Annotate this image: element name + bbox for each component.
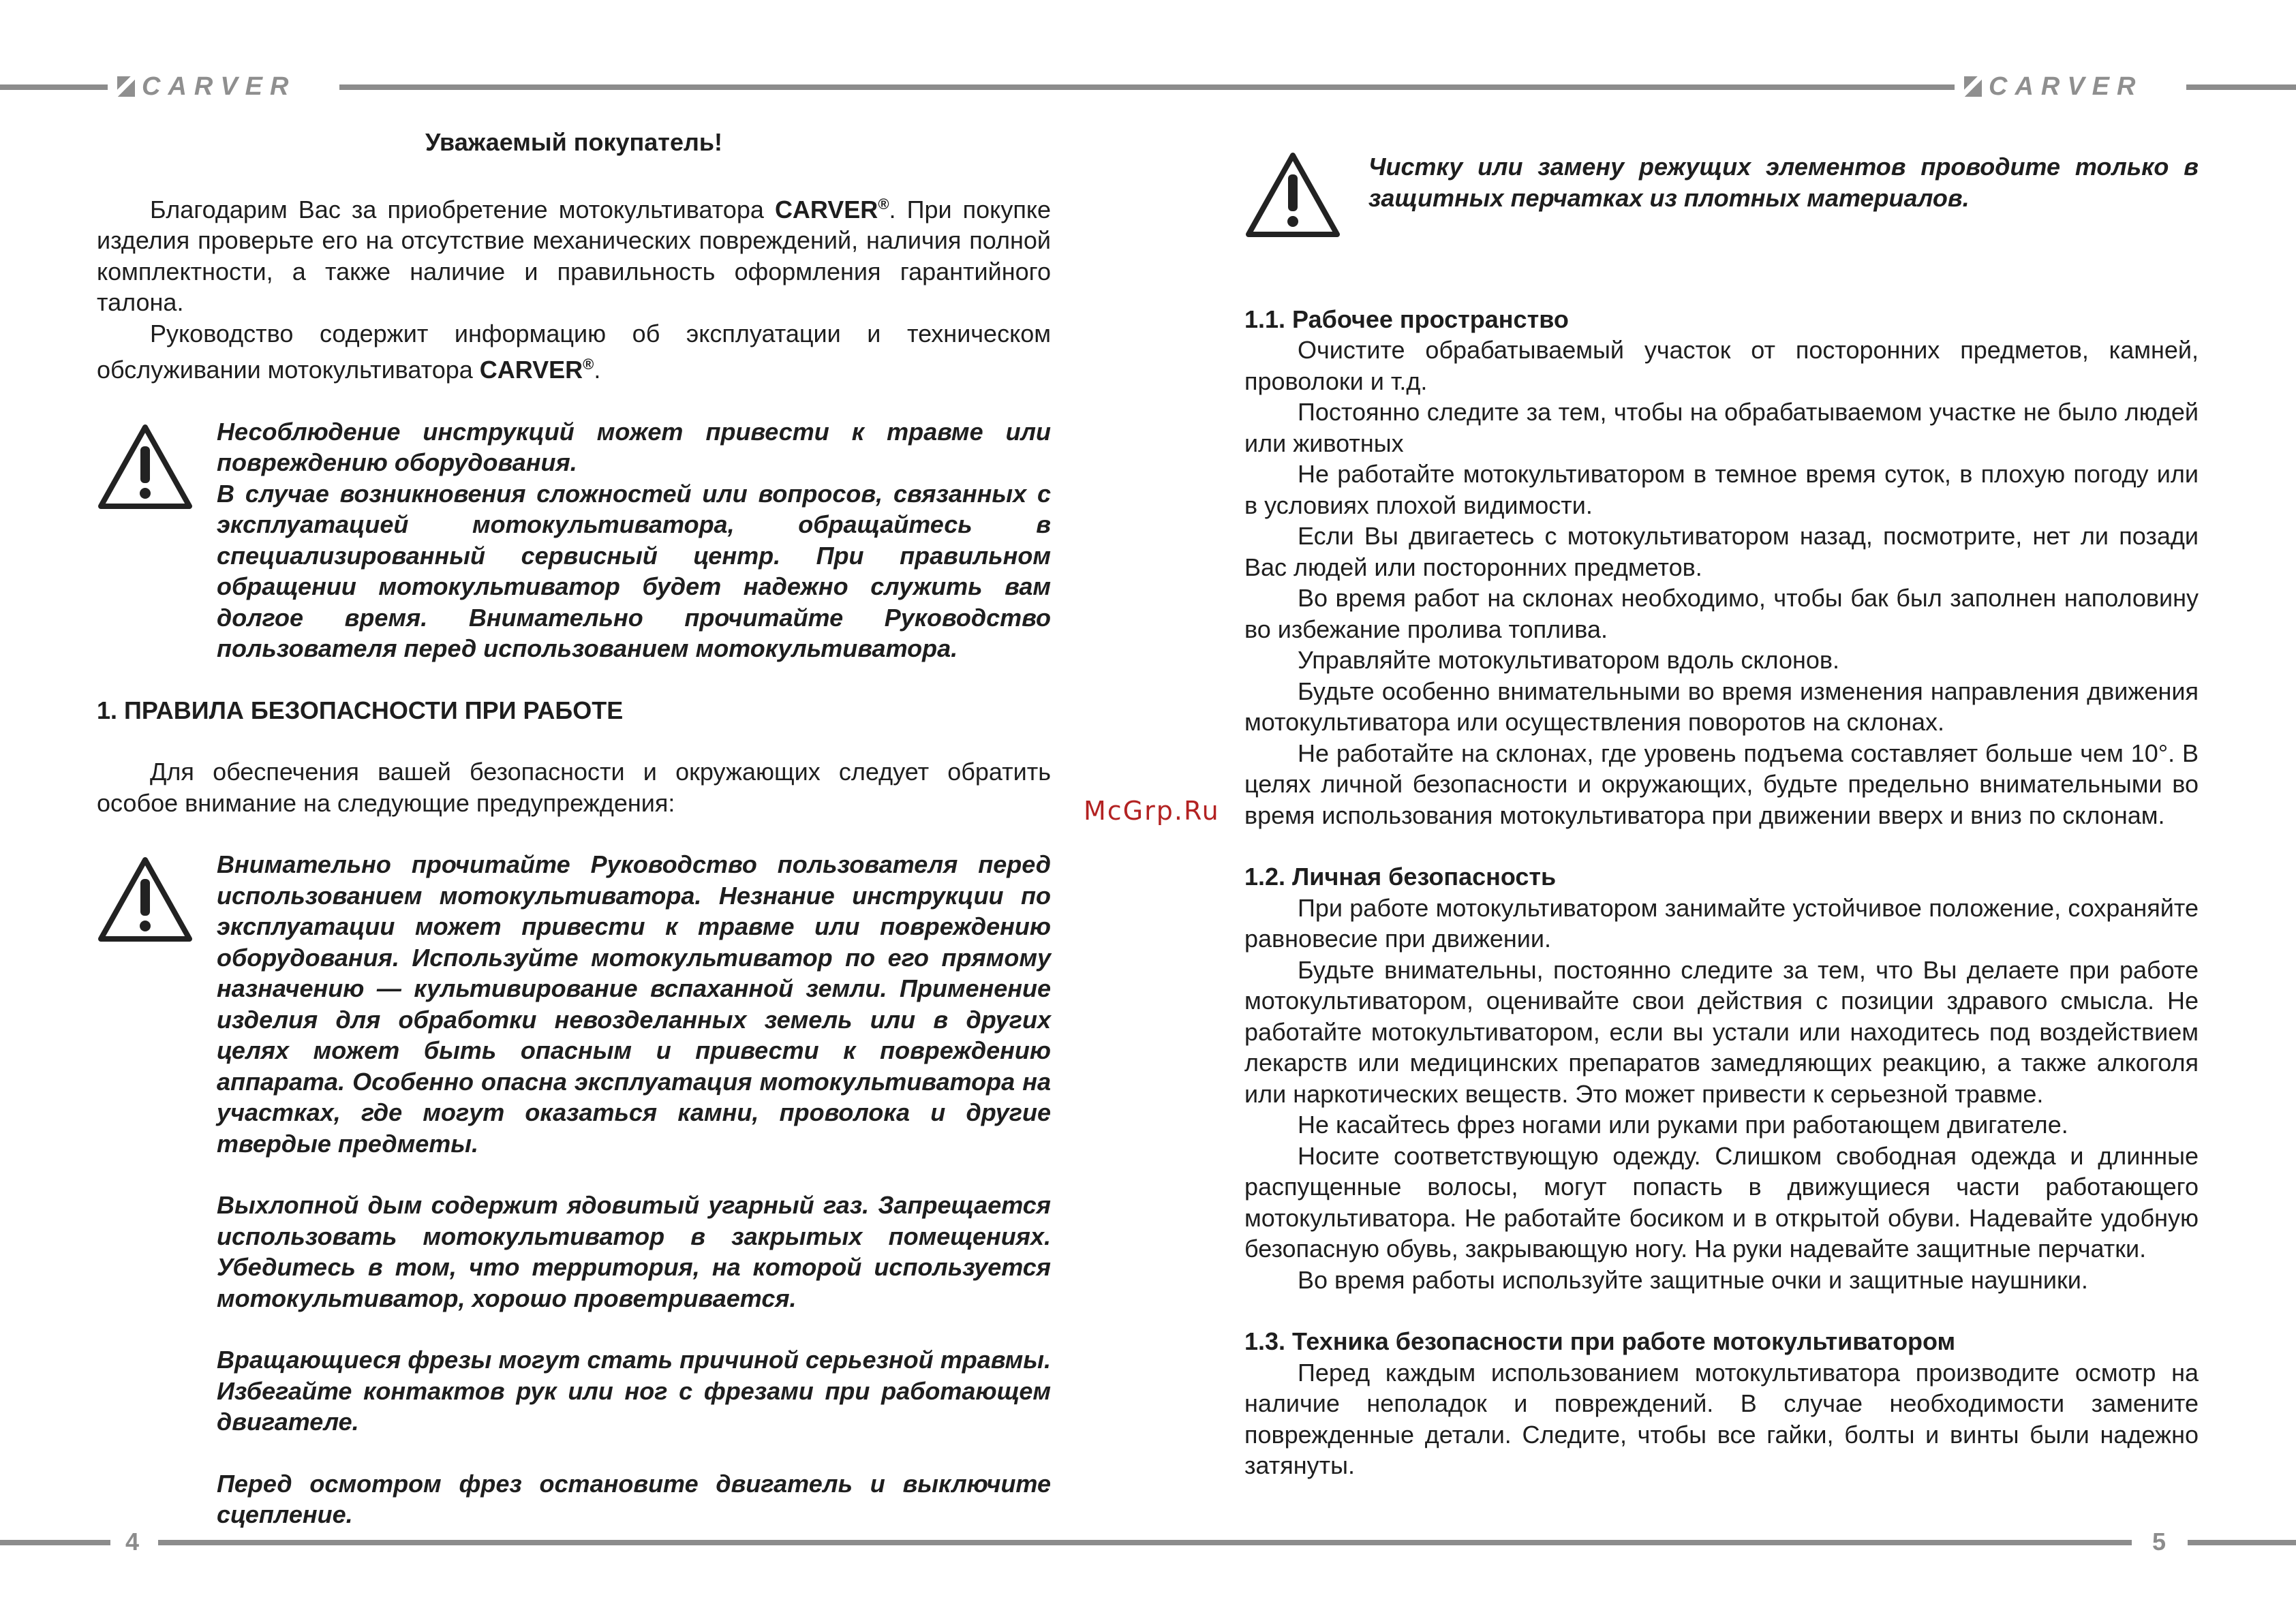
s12-para: Во время работы используйте защитные очки и защитные наушники. — [1298, 1265, 2088, 1294]
warning-block-2 — [97, 849, 1051, 1530]
warning-1-line-1: Несоблюдение инструкций может привести к травме или повреждению оборудования. — [217, 417, 1051, 476]
brand-name: CARVER — [774, 195, 878, 223]
footer-rule-left — [0, 1540, 110, 1545]
footer-rule-center — [158, 1540, 2132, 1545]
s11-para: Очистите обрабатываемый участок от посторонних предметов, камней, проволоки и т.д. — [1244, 336, 2199, 395]
footer-rule-right — [2188, 1540, 2296, 1545]
brand-logo-right — [1964, 71, 2143, 102]
s11-para: Если Вы двигаетесь с мотокультиватором назад, посмотрите, нет ли позади Вас людей или посторонних предметов. — [1244, 522, 2199, 581]
page-title: Уважаемый покупатель! — [425, 128, 722, 156]
warning-2-para-3: Вращающиеся фрезы могут стать причиной серьезной травмы. Избегайте контактов рук или ног с фрезами при работающем двигателе. — [217, 1346, 1051, 1436]
s11-para: Постоянно следите за тем, чтобы на обрабатываемом участке не было людей или животных — [1244, 398, 2199, 457]
warning-2-para-2: Выхлопной дым содержит ядовитый угарный газ. Запрещается использовать мотокультиватор в закрытых помещениях. Убедитесь в том, что территория, на которой используется мотокультиватор, хорошо проветривается. — [217, 1191, 1051, 1312]
section-1-title: 1. ПРАВИЛА БЕЗОПАСНОСТИ ПРИ РАБОТЕ — [97, 696, 624, 724]
section-1-1-title: 1.1. Рабочее пространство — [1244, 305, 1569, 333]
warning-block-1 — [97, 416, 1051, 664]
left-page — [97, 127, 1051, 1530]
warning-3-text: Чистку или замену режущих элементов проводите только в защитных перчатках из плотных материалов. — [1368, 153, 2199, 212]
s11-para: Управляйте мотокультиватором вдоль склонов. — [1298, 646, 1839, 674]
warning-block-3 — [1244, 151, 2199, 246]
warning-1-line-2: В случае возникновения сложностей или вопросов, связанных с эксплуатацией мотокультиватора, обращайтесь в специализированный сервисный центр. При правильном обращении мотокультиватор будет надежно служить вам долгое время. Внимательно прочитайте Руководство пользователя перед использованием мотокультиватора. — [217, 479, 1051, 662]
s11-para: Не работайте мотокультиватором в темное время суток, в плохую погоду или в условиях плохой видимости. — [1244, 460, 2199, 519]
carver-mark-icon — [117, 76, 135, 97]
s13-para: Перед каждым использованием мотокультиватора производите осмотр на наличие неполадок и повреждений. В случае необходимости замените поврежденные детали. Следите, чтобы все гайки, болты и винты были надежно затянуты. — [1244, 1358, 2199, 1479]
carver-mark-icon — [1964, 76, 1982, 97]
page-number-right: 5 — [2152, 1528, 2167, 1556]
warning-triangle-icon — [1244, 151, 1368, 246]
header-rule-right — [2186, 84, 2296, 90]
section-1-intro: Для обеспечения вашей безопасности и окружающих следует обратить особое внимание на следующие предупреждения: — [97, 758, 1051, 817]
s11-para: Не работайте на склонах, где уровень подъема составляет больше чем 10°. В целях личной безопасности и окружающих, будьте предельно внимательными во время использования мотокультиватора при движении вверх и вниз по склонам. — [1244, 739, 2199, 829]
header-rule-center — [339, 84, 1955, 90]
s12-para: Носите соответствующую одежду. Слишком свободная одежда и длинные распущенные волосы, могут попасть в движущиеся части работающего мотокультиватора. Не работайте босиком и в открытой обуви. Надевайте удобную безопасную обувь, закрывающую ногу. На руки надевайте защитные перчатки. — [1244, 1141, 2199, 1263]
watermark: McGrp.Ru — [1084, 796, 1220, 826]
right-page — [1244, 151, 2199, 1481]
section-1-2-title: 1.2. Личная безопасность — [1244, 863, 1557, 891]
page-number-left: 4 — [125, 1528, 140, 1556]
brand-text-left: CARVER — [142, 72, 296, 101]
warning-2-para-1: Внимательно прочитайте Руководство пользователя перед использованием мотокультиватора. Незнание инструкции по эксплуатации может привести к травме или повреждению оборудования. Используйте мотокультиватор по его прямому назначению — культивирование вспаханной земли. Применение изделия для обработки невозделанных земель или в других целях может быть опасным и привести к повреждению аппарата. Особенно опасна эксплуатация мотокультиватора на участках, где могут оказаться камни, проволока и другие твердые предметы. — [217, 850, 1051, 1158]
warning-2-para-4: Перед осмотром фрез остановите двигатель и выключите сцепление. — [217, 1469, 1051, 1528]
s12-para: Будьте внимательны, постоянно следите за тем, что Вы делаете при работе мотокультиватором, оценивайте свои действия с позиции здравого смысла. Не работайте мотокультиватором, если вы устали или находитесь под воздействием лекарств или медицинских препаратов замедляющих реакцию, а также алкоголя или наркотических веществ. Это может привести к серьезной травме. — [1244, 955, 2199, 1108]
warning-triangle-icon — [97, 849, 217, 950]
header-rule-left-a — [0, 84, 108, 90]
s11-para: Будьте особенно внимательными во время изменения направления движения мотокультиватора или осуществления поворотов на склонах. — [1244, 677, 2199, 736]
section-1-3-title: 1.3. Техника безопасности при работе мотокультиватором — [1244, 1327, 1956, 1355]
s11-para: Во время работ на склонах необходимо, чтобы бак был заполнен наполовину во избежание пролива топлива. — [1244, 584, 2199, 643]
intro-paragraph-1: Благодарим Вас за приобретение мотокультиватора CARVER®. При покупке изделия проверьте его на отсутствие механических повреждений, наличия полной комплектности, а также наличие и правильность оформления гарантийного талона. — [97, 195, 1052, 316]
s12-para: Не касайтесь фрез ногами или руками при работающем двигателе. — [1298, 1111, 2068, 1139]
brand-name: CARVER — [479, 356, 583, 384]
brand-text-right: CARVER — [1989, 72, 2143, 101]
intro-paragraph-2: Руководство содержит информацию об эксплуатации и техническом обслуживании мотокультиватора CARVER®. — [97, 319, 1051, 384]
warning-triangle-icon — [97, 416, 217, 518]
brand-logo-left — [117, 71, 296, 102]
s12-para: При работе мотокультиватором занимайте устойчивое положение, сохраняйте равновесие при движении. — [1244, 893, 2199, 953]
